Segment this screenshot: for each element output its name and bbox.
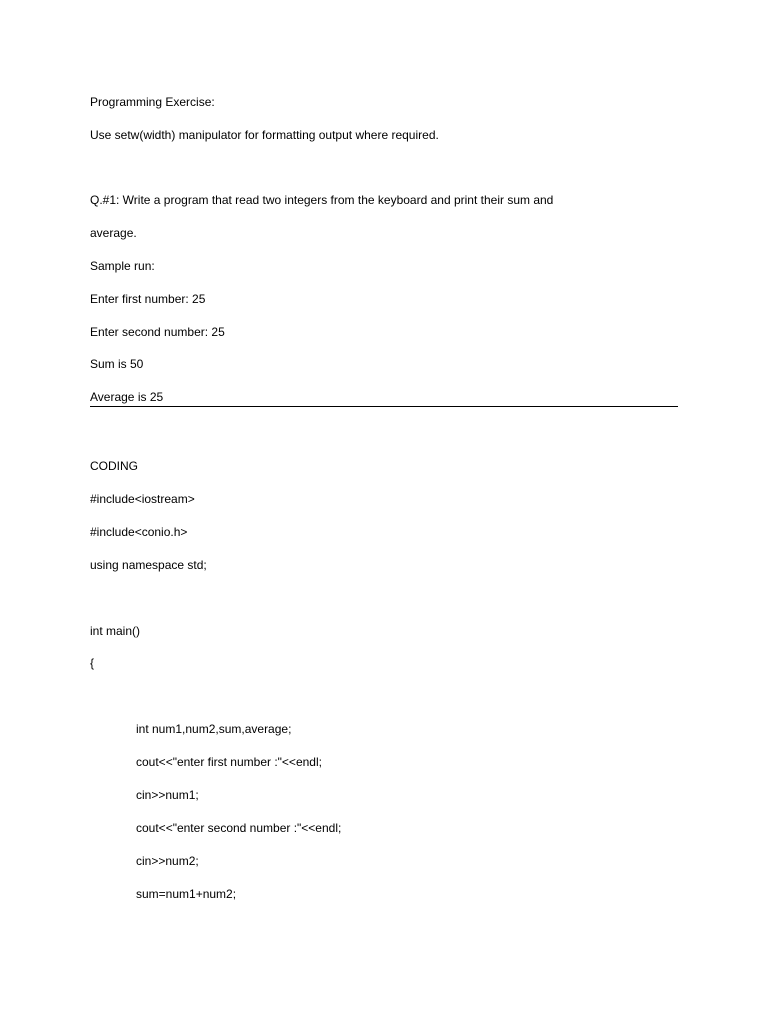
code-line: using namespace std; <box>90 558 207 572</box>
section-divider <box>90 406 678 407</box>
sample-run-line: Sum is 50 <box>90 357 144 371</box>
question-line-1: Q.#1: Write a program that read two integers from the keyboard and print their sum and <box>90 193 554 207</box>
sample-run-label: Sample run: <box>90 259 155 273</box>
code-line: { <box>90 656 95 670</box>
code-line: #include<iostream> <box>90 492 195 506</box>
code-line: int num1,num2,sum,average; <box>136 722 292 736</box>
code-line: cin>>num2; <box>136 854 199 868</box>
code-line: #include<conio.h> <box>90 525 188 539</box>
sample-run-line: Average is 25 <box>90 390 164 404</box>
sample-run-line: Enter first number: 25 <box>90 292 206 306</box>
exercise-title: Programming Exercise: <box>90 95 215 109</box>
code-line: int main() <box>90 624 141 638</box>
code-line: cout<<"enter second number :"<<endl; <box>136 821 342 835</box>
code-line: cout<<"enter first number :"<<endl; <box>136 755 322 769</box>
code-line: cin>>num1; <box>136 788 199 802</box>
code-line: sum=num1+num2; <box>136 887 237 901</box>
sample-run-line: Enter second number: 25 <box>90 325 225 339</box>
coding-heading: CODING <box>90 459 138 473</box>
question-line-2: average. <box>90 226 137 240</box>
instruction-text: Use setw(width) manipulator for formatting output where required. <box>90 128 439 142</box>
